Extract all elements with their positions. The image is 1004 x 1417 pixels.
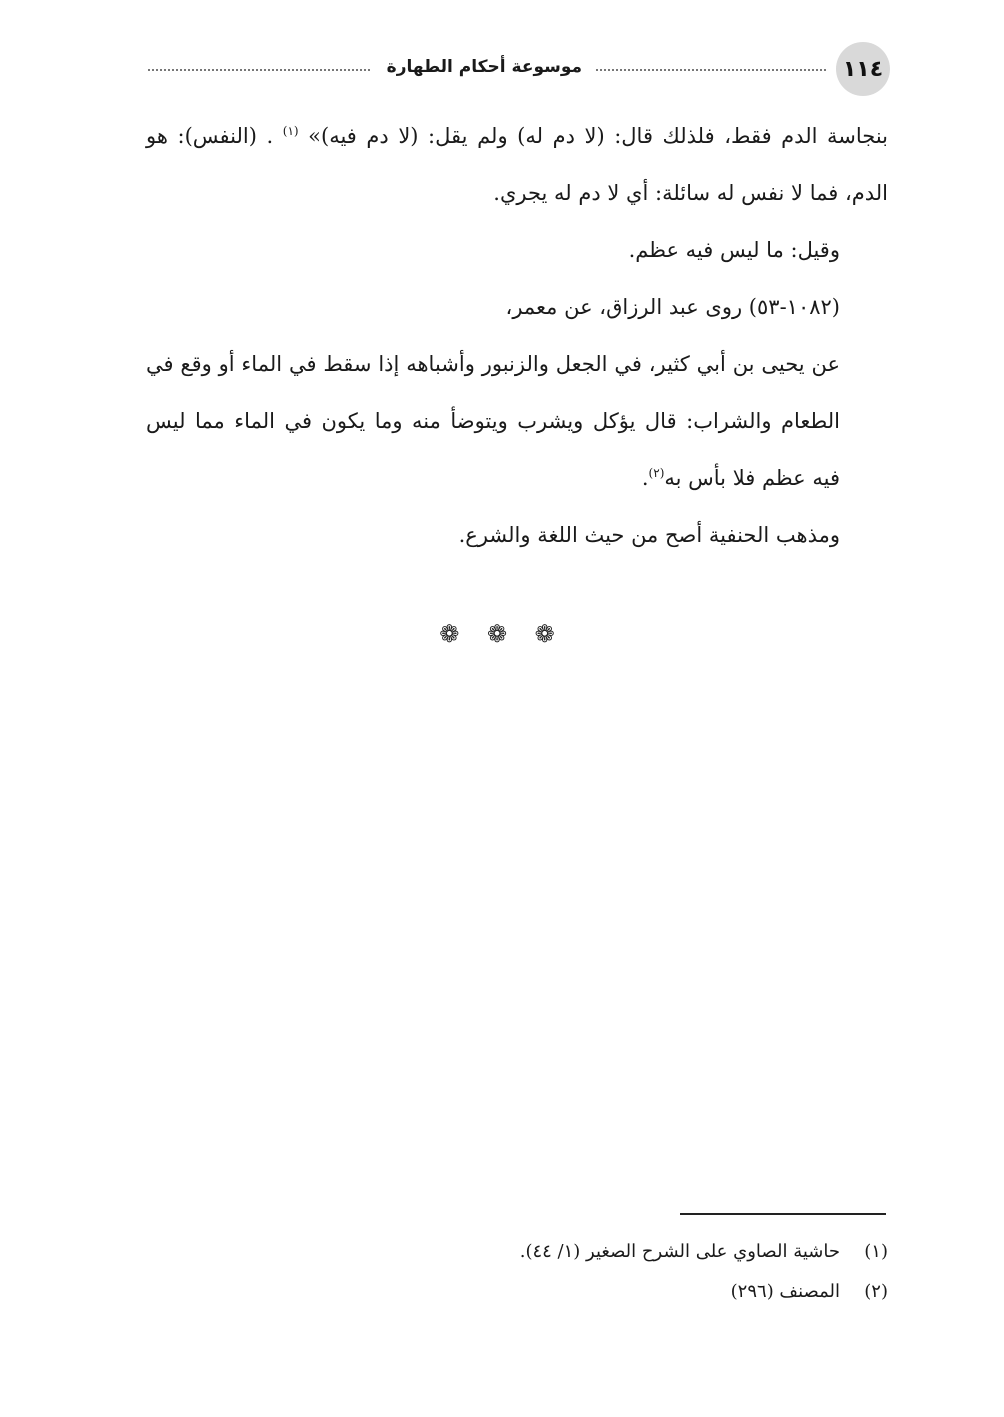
footnote-2-number: (٢): [864, 1281, 888, 1302]
section-separator-flowers: ❁ ❁ ❁: [439, 620, 565, 648]
header-dotted-rule-left: [148, 69, 370, 71]
paragraph-4-text-b: .: [641, 466, 649, 490]
body-text: [146, 108, 888, 564]
paragraph-4: [146, 336, 888, 507]
footnote-marker-2[interactable]: (٢): [648, 466, 665, 480]
book-title: موسوعة أحكام الطهارة: [379, 57, 590, 77]
header-dotted-rule-right: [596, 69, 826, 71]
footnote-1: [400, 1232, 888, 1272]
page-header: [140, 42, 890, 98]
footnote-1-number: (١): [864, 1241, 888, 1262]
footnote-2-text: المصنف (٢٩٦): [730, 1281, 840, 1302]
paragraph-1: [146, 108, 888, 222]
page-number: ١١٤: [836, 42, 890, 96]
footnote-divider: [680, 1213, 886, 1215]
paragraph-2: وقيل: ما ليس فيه عظم.: [628, 238, 840, 262]
paragraph-1-text-b: . (النفس): هو الدم، فما لا نفس له سائلة: أي لا دم له يجري.: [146, 124, 888, 205]
paragraph-4-text-a: عن يحيى بن أبي كثير، في الجعل والزنبور وأشباهه إذا سقط في الماء أو وقع في الطعام والشراب: قال يؤكل ويشرب ويتوضأ منه وما يكون في الماء مما ليس فيه عظم فلا بأس به: [146, 352, 840, 490]
footnote-marker-1[interactable]: (١): [282, 124, 299, 138]
paragraph-5: ومذهب الحنفية أصح من حيث اللغة والشرع.: [458, 523, 840, 547]
footnote-1-text: حاشية الصاوي على الشرح الصغير (١/ ٤٤).: [519, 1241, 840, 1262]
footnote-2: [400, 1272, 888, 1312]
paragraph-3-hadith-number: (١٠٨٢-٥٣) روى عبد الرزاق، عن معمر،: [505, 295, 840, 319]
paragraph-1-text-a: بنجاسة الدم فقط، فلذلك قال: (لا دم له) ولم يقل: (لا دم فيه)»: [308, 124, 888, 148]
footnotes: [400, 1232, 888, 1312]
